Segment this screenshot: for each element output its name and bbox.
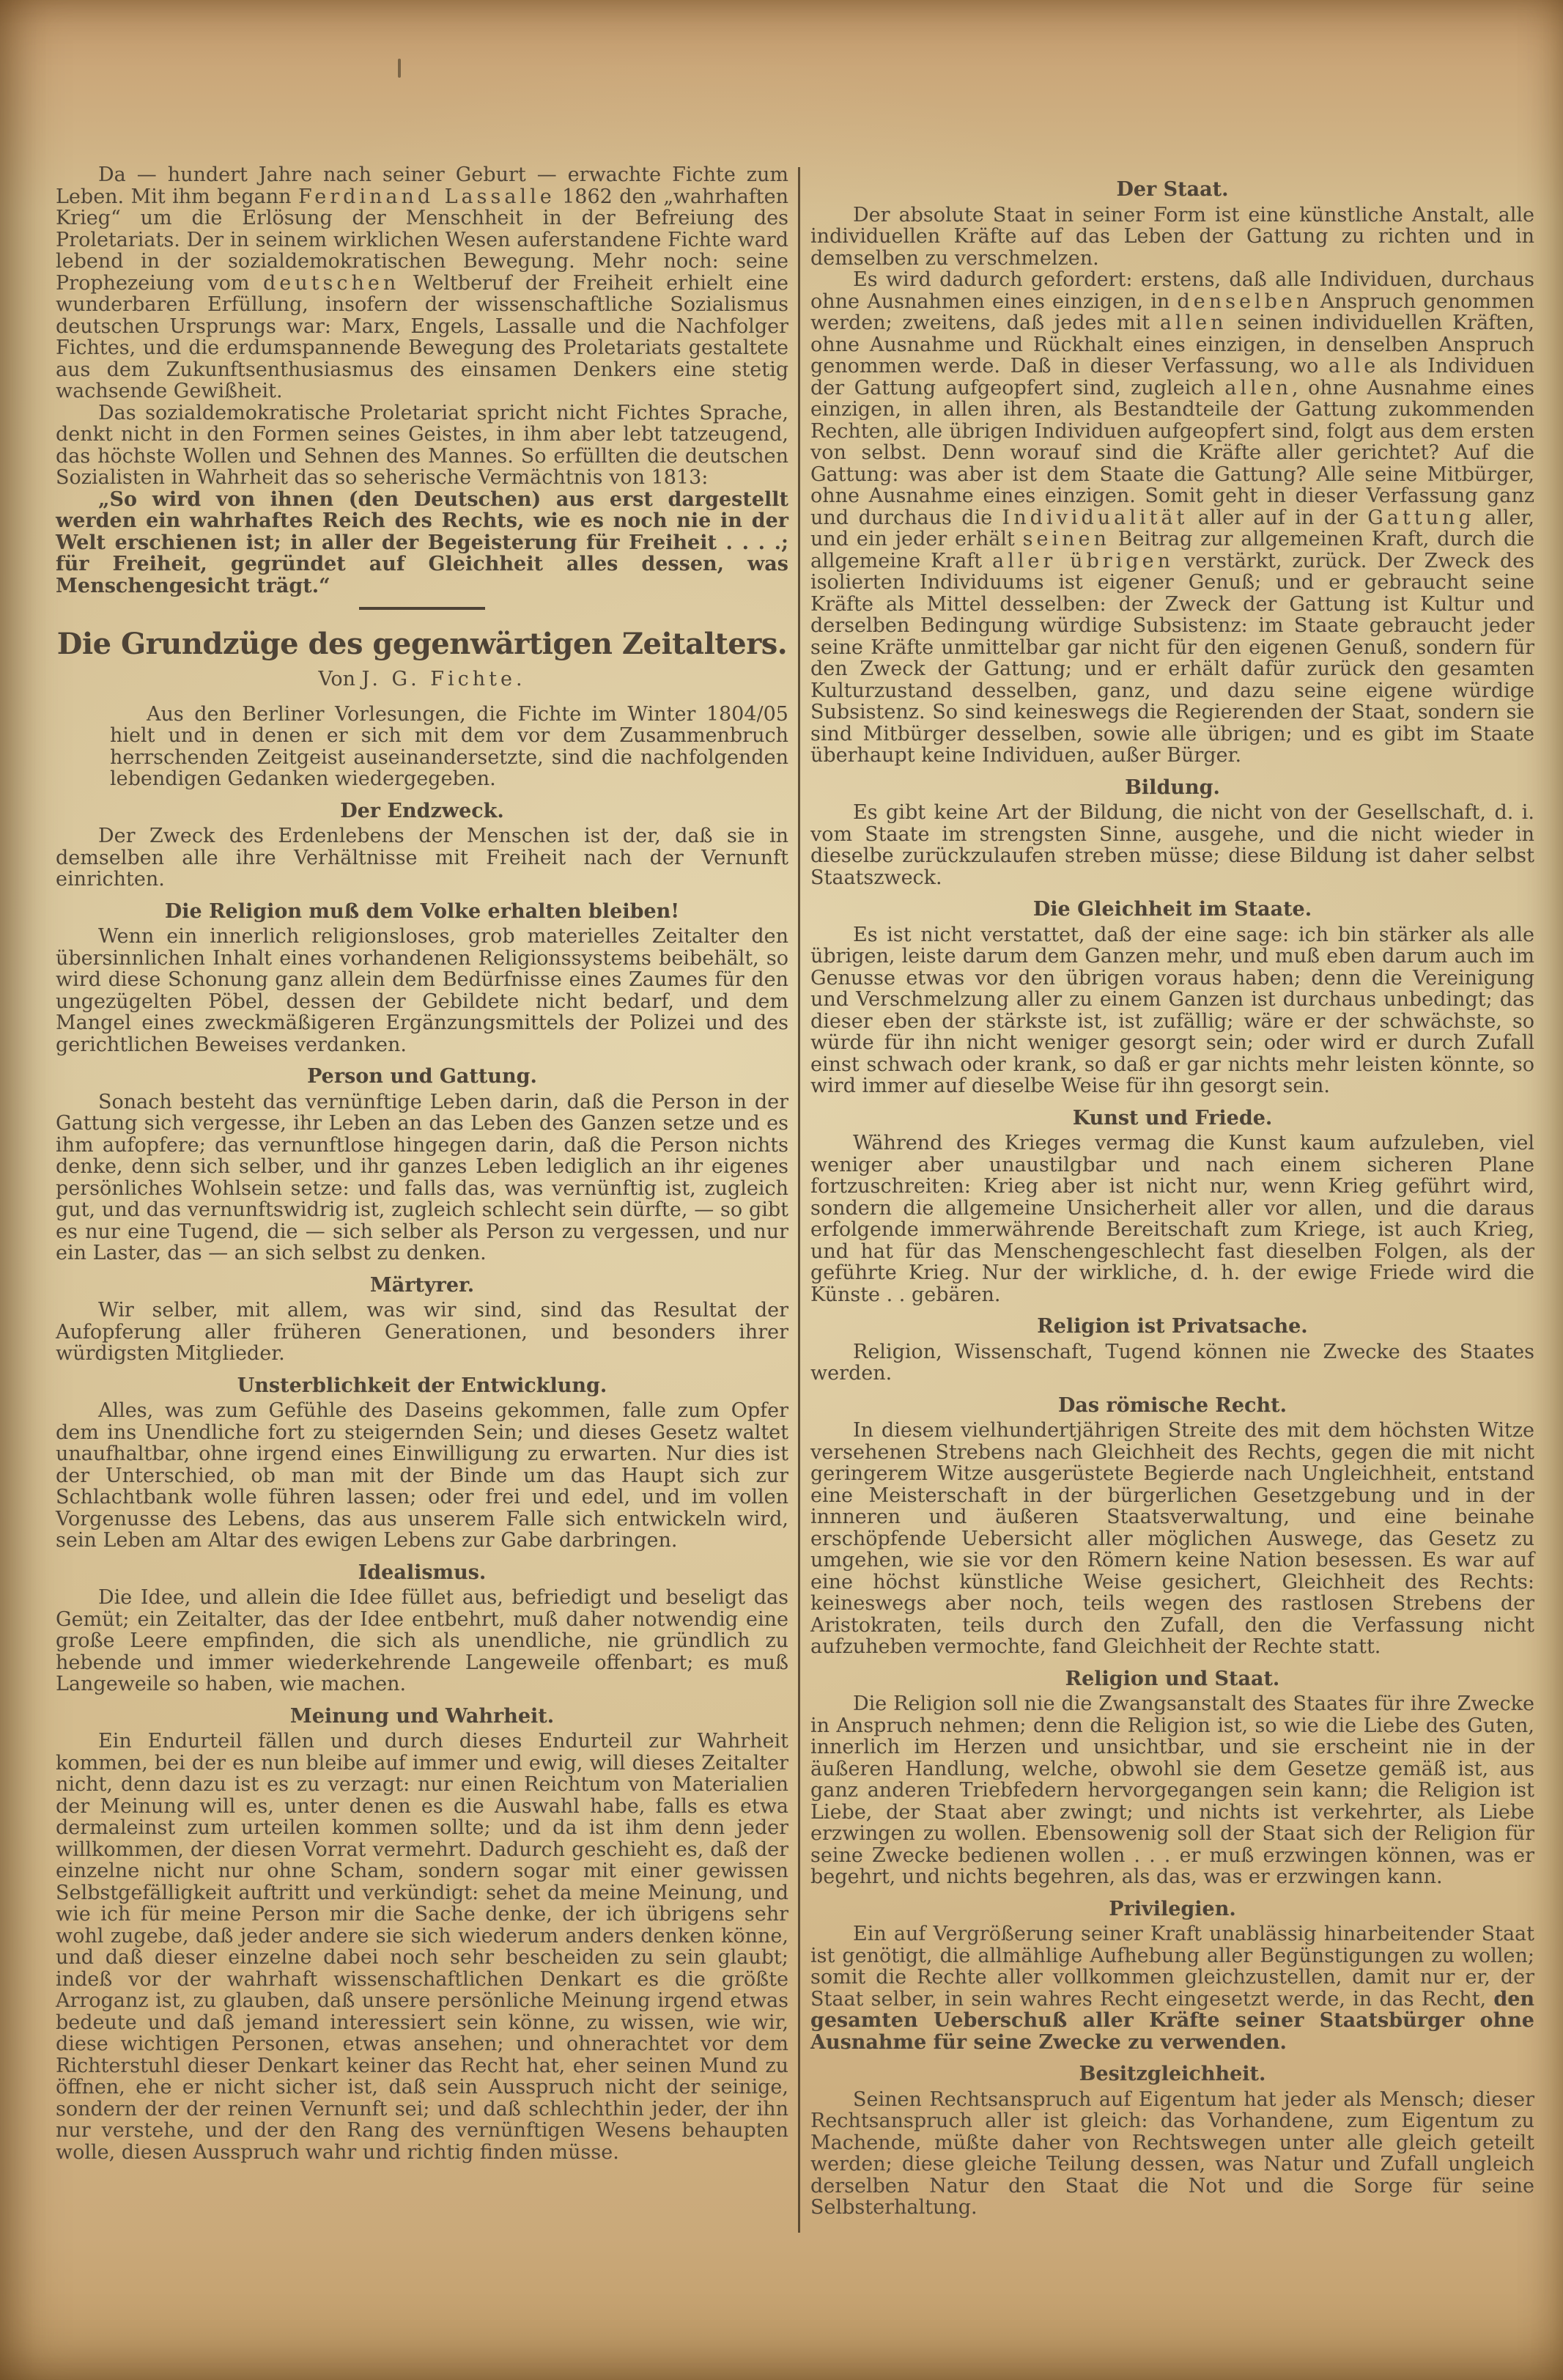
text-run: Wir selber, mit allem, was wir sind, sind das Resultat der Aufopferung aller früheren Generationen, und besonders ihrer würdigsten Mitglieder.	[56, 1299, 788, 1365]
article-paragraph	[56, 1400, 788, 1552]
article-paragraph	[810, 205, 1534, 270]
article-paragraph	[810, 1420, 1534, 1658]
text-run: Das römische Recht.	[1058, 1393, 1287, 1417]
text-run: Meinung und Wahrheit.	[289, 1704, 555, 1728]
text-run: aller übrigen	[992, 549, 1174, 572]
section-heading	[56, 1066, 788, 1088]
section-heading	[810, 1108, 1534, 1130]
quote-paragraph	[56, 489, 788, 597]
text-run: Anspruch genommen werden; zweitens, daß jedes mit	[810, 290, 1534, 334]
lead-paragraph	[56, 704, 788, 790]
text-run: Der Staat.	[1116, 178, 1229, 201]
text-run: Der Zweck des Erdenlebens der Menschen ist der, daß sie in demselben alle ihre Verhältnisse mit Freiheit nach der Vernunft einrichten.	[56, 825, 788, 891]
section-heading	[810, 1668, 1534, 1690]
article-paragraph	[56, 164, 788, 402]
left-column	[56, 164, 788, 2163]
column-divider-rule	[798, 167, 800, 2233]
article-paragraph	[56, 1731, 788, 2163]
article-paragraph	[56, 926, 788, 1055]
text-run: Es ist nicht verstattet, daß der eine sage: ich bin stärker als alle übrigen, leiste darum dem Ganzen mehr, und muß eben darum auch im Genusse etwas vor den übrigen voraus haben; denn die Vereinigung und Verschmelzung aller zu einem Ganzen ist durchaus unbedingt; das dieser eben der stärkste ist, ist zufällig; wäre er der schwächste, so würde für ihn nicht weniger gesorgt sein; oder wird er durch Zufall einst schwach oder krank, so daß er gar nichts mehr leisten könnte, so wird immer auf dieselbe Weise für ihn gesorgt sein.	[810, 923, 1534, 1097]
article-paragraph	[56, 402, 788, 489]
text-run: Das sozialdemokratische Proletariat spricht nicht Fichtes Sprache, denkt nicht in den Formen seines Geistes, in ihm aber lebt tatzeugend, das höchste Wollen und Sehnen des Mannes. So erfüllten die deutschen Sozialisten in Wahrheit das so seherische Vermächtnis von 1813:	[56, 401, 788, 489]
text-run: Aus den Berliner Vorlesungen, die Fichte im Winter 1804/05 hielt und in denen er sich mit dem vor dem Zusammenbruch herrschenden Zeitgeist auseinandersetzte, sind die nachfolgenden lebendigen Gedanken wiedergegeben.	[110, 702, 788, 790]
text-run: , ohne Ausnahme eines einzigen, in allen ihren, als Bestandteile der Gattung zukommenden Rechten, alle übrigen Individuen aufgeopfert sind, folgt aus dem ersten von selbst. Denn worauf sind die Kräfte aller gerichtet? Auf die Gattung: was aber ist dem Staate die Gattung? Alle seine Mitbürger, ohne Ausnahme eines einzigen. Somit geht in dieser Verfassung ganz und durchaus die	[810, 376, 1534, 529]
text-run: Märtyrer.	[369, 1273, 475, 1297]
text-run: alle	[1328, 355, 1380, 377]
article-paragraph	[810, 1132, 1534, 1305]
article-paragraph	[810, 802, 1534, 888]
section-heading	[56, 800, 788, 822]
section-heading	[56, 1562, 788, 1584]
text-run: Es wird dadurch gefordert: erstens, daß alle Individuen, durchaus ohne Ausnahmen eines einzigen, in	[810, 268, 1534, 313]
text-run: Die Religion soll nie die Zwangsanstalt des Staates für ihre Zwecke in Anspruch nehmen; denn die Religion ist, so wie die Liebe des Guten, innerlich im Herzen und unsichtbar, und sie erscheint nie in der äußeren Handlung, welche, obwohl sie dem Gesetze gemäß ist, aus ganz anderen Triebfedern hervorgegangen sein kann; die Religion ist Liebe, der Staat aber zwingt; und nichts ist verkehrter, als Liebe erzwingen zu wollen. Ebensowenig soll der Staat sich der Religion für seine Zwecke bedienen wollen . . . er muß erzwingen können, was er begehrt, und nichts begehren, als das, was er erzwingen kann.	[810, 1692, 1534, 1888]
text-run: seinen	[1022, 528, 1110, 550]
section-heading	[810, 179, 1534, 201]
text-run: In diesem vielhundertjährigen Streite des mit dem höchsten Witze versehenen Strebens nach Gleichheit des Rechts, gegen die mit nicht geringerem Witze ausgerüstete Begierde nach Ungleichheit, entstand eine Meisterschaft in der bürgerlichen Gesetzgebung und in der innneren und äußeren Staatsverwaltung, und eine beinahe erschöpfende Uebersicht aller möglichen Auswege, das Gesetz zu umgehen, wie sie vor den Römern keine Nation besessen. Es war auf eine höchst künstliche Weise gesichert, Gleichheit des Rechts: keineswegs aber noch, teils wegen des rastlosen Strebens der Aristokraten, teils durch den Zufall, den die Verfassung nicht aufzuheben vermochte, fand Gleichheit der Rechte statt.	[810, 1419, 1534, 1658]
text-run: Ein auf Vergrößerung seiner Kraft unablässig hinarbeitender Staat ist genötigt, die allmählige Aufhebung aller Begünstigungen zu wollen; somit die Rechte aller vollkommen gleichzustellen, damit nur er, der Staat selber, in sein wahres Recht eingesetzt werde, in das Recht,	[810, 1923, 1534, 2011]
text-run: aller auf in der	[1188, 506, 1368, 529]
byline	[56, 668, 788, 690]
text-run: Von	[318, 668, 362, 690]
article-paragraph	[810, 2089, 1534, 2219]
section-divider	[359, 607, 485, 610]
text-run: Der absolute Staat in seiner Form ist eine künstliche Anstalt, alle individuellen Kräfte auf das Leben der Gattung zu richten und in demselben zu verschmelzen.	[810, 203, 1534, 270]
text-run: 1862 den „wahrhaften Krieg“ um die Erlösung der Menschheit in der Befreiung des Proletariats. Der in seinem wirklichen Wesen auferstandene Fichte ward lebend in der sozialdemokratischen Bewegung. Mehr noch: seine Prophezeiung vom	[56, 185, 788, 295]
text-run: Seinen Rechtsanspruch auf Eigentum hat jeder als Mensch; dieser Rechtsanspruch aller ist gleich: das Vorhandene, zum Eigentum zu Machende, müßte daher von Rechtswegen unter alle gleich geteilt werden; diese gleiche Teilung dessen, was Natur und Zufall ungleich derselben Natur den Staat die Not und die Sorge für seine Selbsterhaltung.	[810, 2088, 1534, 2219]
article-paragraph	[810, 269, 1534, 767]
text-run: Ferdinand Lassalle	[298, 185, 555, 208]
text-run: aller, und ein jeder erhält	[810, 506, 1535, 550]
text-run: Die Idee, und allein die Idee füllet aus, befriedigt und beseligt das Gemüt; ein Zeitalter, das der Idee entbehrt, muß daher notwendig eine große Leere empfinden, die sich als unendliche, nie gründlich zu hebende und immer wiederkehrende Langeweile offenbart; es muß Langeweile so haben, wie machen.	[56, 1586, 788, 1695]
section-heading	[56, 1375, 788, 1397]
text-run: denselben	[1177, 290, 1313, 313]
text-run: allen	[1224, 376, 1292, 399]
article-paragraph	[56, 1091, 788, 1264]
article-paragraph	[56, 1587, 788, 1695]
text-run: Bildung.	[1125, 775, 1220, 799]
right-column	[810, 169, 1534, 2219]
text-run: Alles, was zum Gefühle des Daseins gekommen, falle zum Opfer dem ins Unendliche fort zu steigernden Sein; und dieses Gesetz waltet unaufhaltbar, ohne irgend eines Einwilligung zu erwarten. Nur dies ist der Unterschied, ob man mit der Binde um das Haupt sich zur Schlachtbank wolle führen lassen; oder frei und edel, und im vollen Vorgenusse des Lebens, das aus unserem Falle sich entwickeln wird, sein Leben am Altar des ewigen Lebens zur Gabe darbringen.	[56, 1399, 788, 1552]
section-heading	[810, 1395, 1534, 1417]
text-run: Gattung	[1367, 506, 1475, 529]
article-title	[56, 626, 788, 663]
text-run: als Individuen der Gattung aufgeopfert sind, zugleich	[810, 355, 1534, 399]
text-run: Unsterblichkeit der Entwicklung.	[237, 1374, 607, 1397]
text-run: Individualität	[1002, 506, 1189, 529]
section-heading	[56, 1706, 788, 1728]
text-run: den gesamten Ueberschuß aller Kräfte seiner Staatsbürger ohne Ausnahme für seine Zwecke zu verwenden.	[810, 1987, 1534, 2054]
text-run: Kunst und Friede.	[1072, 1106, 1273, 1130]
section-heading	[56, 901, 788, 923]
text-run: Die Grundzüge des gegenwärtigen Zeitalters.	[56, 627, 788, 661]
text-run: Es gibt keine Art der Bildung, die nicht von der Gesellschaft, d. i. vom Staate im strengsten Sinne, ausgehe, und die nicht wieder in dieselbe zurückzulaufen streben müsse; diese Bildung ist daher selbst Staatszweck.	[810, 801, 1534, 889]
text-run: Religion, Wissenschaft, Tugend können nie Zwecke des Staates werden.	[810, 1340, 1534, 1385]
section-heading	[810, 1898, 1534, 1920]
text-run: Beitrag zur allgemeinen Kraft, durch die allgemeine Kraft	[810, 528, 1534, 572]
text-run: Während des Krieges vermag die Kunst kaum aufzuleben, viel weniger aber unaustilgbar und nach einem sicheren Plane fortzuschreiten: Krieg aber ist nicht nur, wenn Krieg geführt wird, sondern die allgemeine Unsicherheit aller vor allen, und die daraus erfolgende immerwährende Bereitschaft zum Kriege, ist auch Krieg, und hat für das Menschengeschlecht fast dieselben Folgen, als der geführte Krieg. Nur der wirkliche, d. h. der ewige Friede wird die Künste . . gebären.	[810, 1132, 1534, 1306]
article-paragraph	[810, 1693, 1534, 1888]
text-run: Die Religion muß dem Volke erhalten bleiben!	[164, 899, 680, 923]
section-heading	[810, 2063, 1534, 2085]
text-run: „So wird von ihnen (den Deutschen) aus erst dargestellt werden ein wahrhaftes Reich des Rechts, wie es noch nie in der Welt erschienen ist; in aller der Begeisterung für Freiheit . . . .; für Freiheit, gegründet auf Gleichheit alles dessen, was Menschengesicht trägt.“	[56, 487, 788, 597]
text-run: deutschen	[263, 271, 400, 295]
article-paragraph	[810, 924, 1534, 1097]
text-run: allen	[1159, 312, 1227, 334]
text-run: Besitzgleichheit.	[1079, 2063, 1266, 2085]
text-run: Privilegien.	[1109, 1897, 1236, 1920]
text-run: Der Endzweck.	[340, 799, 504, 822]
text-run: Sonach besteht das vernünftige Leben darin, daß die Person in der Gattung sich vergesse, ihr Leben an das Leben des Ganzen setze und es ihm aufopfere; das vernunftlose hingegen darin, daß die Person nichts denke, denn sich selber, und ihr ganzes Leben lediglich an ihr eigenes persönliches Wohlsein setze: und falls das, was vernünftig ist, zugleich gut, und das vernunftswidrig ist, zugleich schlecht sein dürfte, — so gibt es nur eine Tugend, die — sich selber als Person zu vergessen, und nur ein Laster, das — an sich selbst zu denken.	[56, 1090, 788, 1264]
text-run: verstärkt, zurück. Der Zweck des isolierten Individuums ist eigener Genuß; und er gebraucht seine Kräfte als Mittel desselben: der Zweck der Gattung ist Kultur und derselben Bedingung würdige Subsistenz: im Staate gebraucht jeder seine Kräfte unmittelbar gar nicht für den eigenen Genuß, sondern für den Zweck der Gattung; und er erhält dafür zurück den gesamten Kulturzustand desselben, ganz, und dazu seine eigene würdige Subsistenz. So sind keineswegs die Regierenden der Staat, sondern sie sind Mitbürger desselben, sowie alle übrigen; und es gibt im Staate überhaupt keine Individuen, außer Bürger.	[810, 549, 1534, 767]
text-run: Die Gleichheit im Staate.	[1032, 898, 1312, 921]
article-paragraph	[810, 1341, 1534, 1385]
section-heading	[810, 1316, 1534, 1338]
text-run: seinen individuellen Kräften, ohne Ausnahme und Rückhalt eines einzigen, in denselben Anspruch genommen werde. Daß in dieser Verfassung, wo	[810, 312, 1534, 377]
text-run: Person und Gattung.	[307, 1065, 537, 1088]
text-run: Religion und Staat.	[1065, 1667, 1280, 1690]
article-paragraph	[810, 1923, 1534, 2053]
text-run: Wenn ein innerlich religionsloses, grob materielles Zeitalter den übersinnlichen Inhalt eines vorhandenen Religionssystems beibehält, so wird diese Schonung ganz allein dem Bedürfnisse eines Zaumes für den ungezügelten Pöbel, dessen der Gebildete nicht bedarf, und dem Mangel eines zweckmäßigeren Ergänzungsmittels der Polizei und des gerichtlichen Beweises verdanken.	[56, 925, 788, 1056]
section-heading	[56, 1275, 788, 1297]
section-heading	[810, 777, 1534, 799]
article-paragraph	[56, 1300, 788, 1365]
text-run: Idealismus.	[358, 1561, 487, 1584]
text-run: Da — hundert Jahre nach seiner Geburt — erwachte Fichte zum Leben. Mit ihm begann	[56, 163, 788, 208]
text-run: J. G. Fichte.	[361, 668, 526, 690]
article-paragraph	[56, 825, 788, 891]
text-run: Religion ist Privatsache.	[1037, 1315, 1308, 1338]
print-artifact	[398, 59, 401, 78]
section-heading	[810, 899, 1534, 921]
text-run: Ein Endurteil fällen und durch dieses Endurteil zur Wahrheit kommen, bei der es nun bleibe auf immer und ewig, will dieses Zeitalter nicht, denn dazu ist es zu verzagt: nur einen Reichtum von Materialien der Meinung will es, unter denen es die Auswahl habe, falls es etwa dermaleinst zum urteilen kommen sollte; und da ist ihm denn jeder willkommen, der diesen Vorrat vermehrt. Dadurch geschieht es, daß der einzelne nicht nur ohne Scham, sondern sogar mit einer gewissen Selbstgefälligkeit auftritt und verkündigt: sehet da meine Meinung, und wie ich für meine Person mir die Sache denke, der ich übrigens sehr wohl zugebe, daß jeder andere sie sich wiederum anders denken könne, und daß dieser einzelne dabei noch sehr bescheiden zu sein glaubt; indeß vor der wahrhaft wissenschaftlichen Denkart es die größte Arroganz ist, zu glauben, daß unsere persönliche Meinung irgend etwas bedeute und daß jemand interessiert sein könne, zu wissen, wie wir, diese wichtigen Personen, etwas ansehen; und ohnerachtet vor dem Richterstuhl dieser Denkart keiner das Recht hat, eher seinen Mund zu öffnen, ehe er nicht sicher ist, daß sein Ausspruch nicht der seinige, sondern der der reinen Vernunft sei; und daß schlechthin jeder, der ihn nur verstehe, und der den Rang des vernünftigen Wesens behaupten wolle, diesen Ausspruch wahr und richtig finden müsse.	[56, 1730, 788, 2164]
text-run: Weltberuf der Freiheit erhielt eine wunderbaren Erfüllung, insofern der wissenschaftliche Sozialismus deutschen Ursprungs war: Marx, Engels, Lassalle und die Nachfolger Fichtes, und die erdumspannende Bewegung des Proletariats gestaltete aus dem Zukunftsenthusiasmus des einsamen Denkers eine stetig wachsende Gewißheit.	[56, 271, 788, 402]
